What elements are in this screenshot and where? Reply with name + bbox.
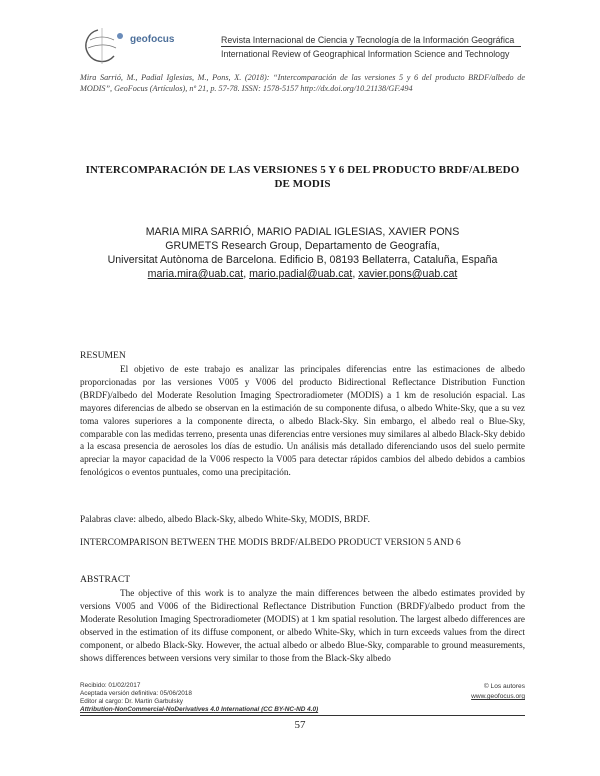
globe-logo-icon bbox=[80, 26, 140, 66]
received-date: Recibido: 01/02/2017 bbox=[80, 682, 141, 689]
abstract-text: The objective of this work is to analyze the main differences between the albedo estimates provided by versions V005 and V006 of the Bidirectional Reflectance Distribution Function (BRDF)/albedo product from the Moderate Resolution Imaging Spectroradiometer (MODIS) at 1 km spatial resolution. The largest albedo differences are observed in the estimation of its diffuse component, or albedo White-Sky, which in turn exceeds values from the direct component, or albedo Black-Sky. However, the actual albedo or albedo Blue-Sky, comparable to ground measurements, shows differences between versions very similar to those from the Black-Sky albedo bbox=[80, 588, 525, 663]
email-link-1[interactable]: maria.mira@uab.cat bbox=[147, 268, 244, 280]
journal-title-english: International Review of Geographical Information Science and Technology bbox=[221, 49, 510, 59]
abstract-heading: ABSTRACT bbox=[80, 574, 131, 585]
geofocus-logo bbox=[80, 26, 200, 66]
resumen-text: El objetivo de este trabajo es analizar las principales diferencias entre las estimaciones de albedo proporcionadas por las versiones V005 y V006 del producto Bidirectional Reflectance Distribution Function (BRDF)/albedo del Moderate Resolution Imaging Spectroradiometer (MODIS) a 1 km de resolución espacial. Las mayores diferencias de albedo se observan en la estimación de su componente difusa, o albedo White-Sky, que a su vez toma valores superiores a la componente directa, o albedo Black-Sky. Sin embargo, el albedo real o Blue-Sky, comparable con las medidas terreno, presenta unas diferencias entre versiones muy similares al albedo Black-Sky debido a la escasa presencia de aerosoles los días de estudio. Un análisis más detallado diferenciando usos del suelo permite apreciar la mayor capacidad de la V006 respecto la V005 para detectar rápidos cambios del albedo debidos a cambios fenológicos o eventos puntuales, como una precipitación. bbox=[80, 364, 525, 478]
page-number: 57 bbox=[294, 719, 306, 731]
journal-title-spanish: Revista Internacional de Ciencia y Tecnología de la Información Geográfica bbox=[221, 35, 515, 45]
author-group: GRUMETS Research Group, Departamento de Geografía, bbox=[165, 240, 440, 252]
author-names: MARIA MIRA SARRIÓ, MARIO PADIAL IGLESIAS, XAVIER PONS bbox=[145, 226, 460, 238]
logo-text: geofocus bbox=[130, 34, 175, 45]
author-block bbox=[80, 225, 525, 281]
footer-dates bbox=[80, 682, 318, 714]
header-divider bbox=[221, 46, 521, 47]
keywords: Palabras clave: albedo, albedo Black-Sky, albedo White-Sky, MODIS, BRDF. bbox=[80, 515, 370, 525]
paper-title: INTERCOMPARACIÓN DE LAS VERSIONES 5 Y 6 DEL PRODUCTO BRDF/ALBEDO DE MODIS bbox=[85, 164, 520, 190]
accepted-date: Aceptada versión definitiva: 05/06/2018 bbox=[80, 690, 192, 697]
journal-header bbox=[80, 26, 525, 66]
editor: Editor al cargo: Dr. Martin Garbulsky bbox=[80, 698, 183, 705]
email-link-3[interactable]: xavier.pons@uab.cat bbox=[358, 268, 458, 280]
author-address: Universitat Autònoma de Barcelona. Edificio B, 08193 Bellaterra, Cataluña, España bbox=[107, 254, 498, 266]
license-link[interactable]: Attribution-NonCommercial-NoDerivatives 4.0 International (CC BY-NC-ND 4.0) bbox=[80, 706, 319, 713]
english-title: INTERCOMPARISON BETWEEN THE MODIS BRDF/ALBEDO PRODUCT VERSION 5 AND 6 bbox=[80, 538, 461, 548]
author-emails: maria.mira@uab.cat, mario.padial@uab.cat, xavier.pons@uab.cat bbox=[147, 268, 458, 280]
citation: Mira Sarrió, M., Padial Iglesias, M., Pons, X. (2018): “Intercomparación de las versiones 5 y 6 del producto BRDF/albedo de MODIS”, GeoFocus (Artículos), nº 21, p. 57-78. ISSN: 1578-5157 http://dx.doi.org/10.21138/GF.494 bbox=[80, 73, 525, 93]
copyright: © Los autores bbox=[483, 683, 525, 690]
footer-right bbox=[445, 682, 525, 702]
footer-divider bbox=[80, 715, 525, 716]
resumen-heading: RESUMEN bbox=[80, 350, 126, 361]
website-link[interactable]: www.geofocus.org bbox=[471, 693, 525, 700]
email-link-2[interactable]: mario.padial@uab.cat bbox=[249, 268, 353, 280]
